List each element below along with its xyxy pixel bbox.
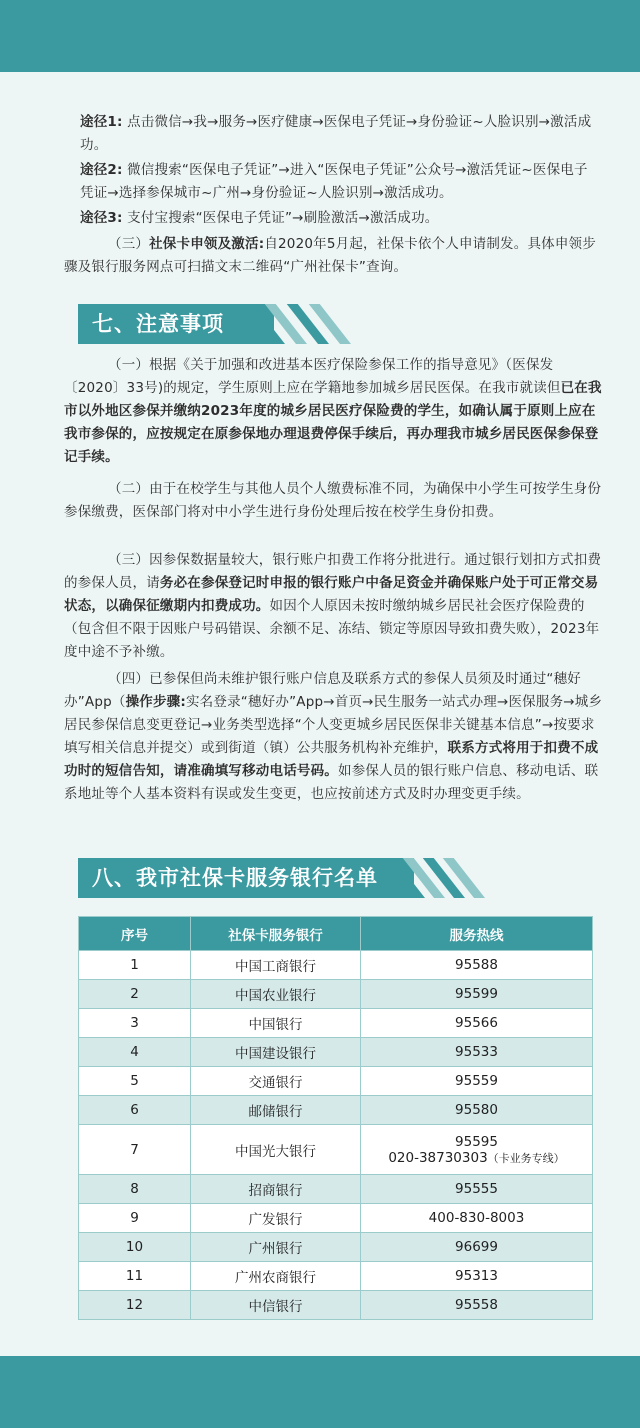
row-number: 3: [79, 1009, 191, 1038]
notice-4-text-tail: 如参保人员的银行账户信息、移动电话、联系地址等个人基本资料有误或发生变更，也应按前述方式及时办理变更手续。: [64, 763, 599, 802]
section8-header: [78, 858, 498, 898]
top-color-band: [0, 0, 640, 72]
table-row: [79, 1125, 593, 1175]
hotline: 95313: [361, 1262, 593, 1291]
table-row: [79, 1175, 593, 1204]
notice-3-emphasis: 务必在参保登记时申报的银行账户中备足资金并确保账户处于可正常交易状态，以确保征缴期内扣费成功。: [64, 575, 599, 614]
row-number: 12: [79, 1291, 191, 1320]
notice-4-text: （四）已参保但尚未维护银行账户信息及联系方式的参保人员须及时通过“穗好办”App（: [64, 671, 581, 710]
route1-text: 点击微信→我→服务→医疗健康→医保电子凭证→身份验证~人脸识别→激活成功。: [80, 114, 592, 153]
route3-paragraph: [80, 207, 600, 230]
table-row: [79, 951, 593, 980]
table-row: [79, 1262, 593, 1291]
notice-3-text-tail: 如因个人原因未按时缴纳城乡居民社会医疗保险费的（包含但不限于因账户号码错误、余额不足、冻结、锁定等原因导致扣费失败），2023年度中途不予补缴。: [64, 598, 600, 660]
route1-paragraph: [80, 111, 600, 157]
notice-paragraph-3: [64, 549, 604, 664]
bank-name: 交通银行: [191, 1067, 361, 1096]
notice-paragraph-2: [64, 478, 604, 524]
bank-name: 中国农业银行: [191, 980, 361, 1009]
hotline: 95588: [361, 951, 593, 980]
bank-name: 广州农商银行: [191, 1262, 361, 1291]
row-number: 10: [79, 1233, 191, 1262]
bank-name: 广发银行: [191, 1204, 361, 1233]
table-row: [79, 1291, 593, 1320]
hotline: 95555: [361, 1175, 593, 1204]
column-header-number: 序号: [79, 917, 191, 951]
notice-3-text: （三）因参保数据量较大，银行账户扣费工作将分批进行。通过银行划扣方式扣费的参保人员，请: [64, 552, 602, 591]
bank-name: 广州银行: [191, 1233, 361, 1262]
row-number: 7: [79, 1125, 191, 1175]
hotline: 95533: [361, 1038, 593, 1067]
row-number: 4: [79, 1038, 191, 1067]
route3-label: 途径3:: [80, 210, 123, 226]
notice-2-text: （二）由于在校学生与其他人员个人缴费标准不同，为确保中小学生可按学生身份参保缴费，医保部门将对中小学生进行身份处理后按在校学生身份扣费。: [64, 481, 602, 520]
card-paragraph: [64, 233, 604, 279]
hotline: 95595: [455, 1133, 498, 1150]
table-header-row: [79, 917, 593, 951]
table-row: [79, 980, 593, 1009]
notice-4-steps: 实名登录“穗好办”App→首页→民生服务一站式办理→医保服务→城乡居民参保信息变更登记→业务类型选择“个人变更城乡居民医保非关键基本信息”→按要求填写相关信息并提交）或到街道（镇）公共服务机构补充维护，: [64, 694, 603, 756]
notice-paragraph-4: [64, 668, 604, 806]
notice-1-emphasis: 已在我市以外地区参保并缴纳2023年度的城乡居民医疗保险费的学生，如确认属于原则上应在我市参保的，应按规定在原参保地办理退费停保手续后，再办理我市城乡居民医保参保登记手续。: [64, 380, 602, 465]
notice-4-steps-label: 操作步骤:: [125, 694, 186, 710]
row-number: 6: [79, 1096, 191, 1125]
card-prefix: （三）: [108, 236, 150, 252]
route2-label: 途径2:: [80, 162, 123, 178]
bank-name: 中国银行: [191, 1009, 361, 1038]
hotline: 95566: [361, 1009, 593, 1038]
section8-title: 八、我市社保卡服务银行名单: [78, 858, 414, 898]
bank-name: 招商银行: [191, 1175, 361, 1204]
route1-label: 途径1:: [80, 114, 123, 130]
hotline: 95580: [361, 1096, 593, 1125]
table-row: [79, 1038, 593, 1067]
hotline: 95558: [361, 1291, 593, 1320]
table-row: [79, 1009, 593, 1038]
row-number: 1: [79, 951, 191, 980]
card-text: 自2020年5月起，社保卡依个人申请制发。具体申领步骤及银行服务网点可扫描文末二维码“广州社保卡”查询。: [64, 236, 596, 275]
section7-header: [78, 304, 378, 344]
table-row: [79, 1067, 593, 1096]
column-header-hotline: 服务热线: [361, 917, 593, 951]
row-number: 9: [79, 1204, 191, 1233]
route2-text: 微信搜索“医保电子凭证”→进入“医保电子凭证”公众号→激活凭证~医保电子凭证→选择参保城市~广州→身份验证~人脸识别→激活成功。: [80, 162, 588, 201]
row-number: 2: [79, 980, 191, 1009]
hotline: 95599: [361, 980, 593, 1009]
hotline-secondary: [361, 1150, 592, 1166]
bank-name: 中国工商银行: [191, 951, 361, 980]
bank-table: [78, 916, 593, 1320]
hotline: 96699: [361, 1233, 593, 1262]
section7-title: 七、注意事项: [78, 304, 274, 344]
bank-name: 中国光大银行: [191, 1125, 361, 1175]
table-row: [79, 1096, 593, 1125]
row-number: 5: [79, 1067, 191, 1096]
row-number: 8: [79, 1175, 191, 1204]
card-label: 社保卡申领及激活:: [149, 236, 265, 252]
hotline: 400-830-8003: [361, 1204, 593, 1233]
hotline-card-line: 020-38730303: [388, 1149, 488, 1166]
bank-name: 中信银行: [191, 1291, 361, 1320]
bank-name: 中国建设银行: [191, 1038, 361, 1067]
notice-paragraph-1: [64, 354, 604, 469]
route2-paragraph: [80, 159, 600, 205]
notice-1-text: （一）根据《关于加强和改进基本医疗保险参保工作的指导意见》（医保发〔2020〕33号)的规定，学生原则上应在学籍地参加城乡居民医保。在我市就读但: [64, 357, 561, 396]
hotline-note: （卡业务专线）: [487, 1151, 565, 1165]
row-number: 11: [79, 1262, 191, 1291]
table-row: [79, 1233, 593, 1262]
hotline-cell: [361, 1125, 593, 1175]
table-row: [79, 1204, 593, 1233]
notice-4-emphasis: 联系方式将用于扣费不成功时的短信告知，请准确填写移动电话号码。: [64, 740, 599, 779]
route3-text: 支付宝搜索“医保电子凭证”→刷脸激活→激活成功。: [127, 210, 439, 226]
hotline: 95559: [361, 1067, 593, 1096]
bank-name: 邮储银行: [191, 1096, 361, 1125]
bottom-color-band: [0, 1356, 640, 1428]
column-header-bank: 社保卡服务银行: [191, 917, 361, 951]
